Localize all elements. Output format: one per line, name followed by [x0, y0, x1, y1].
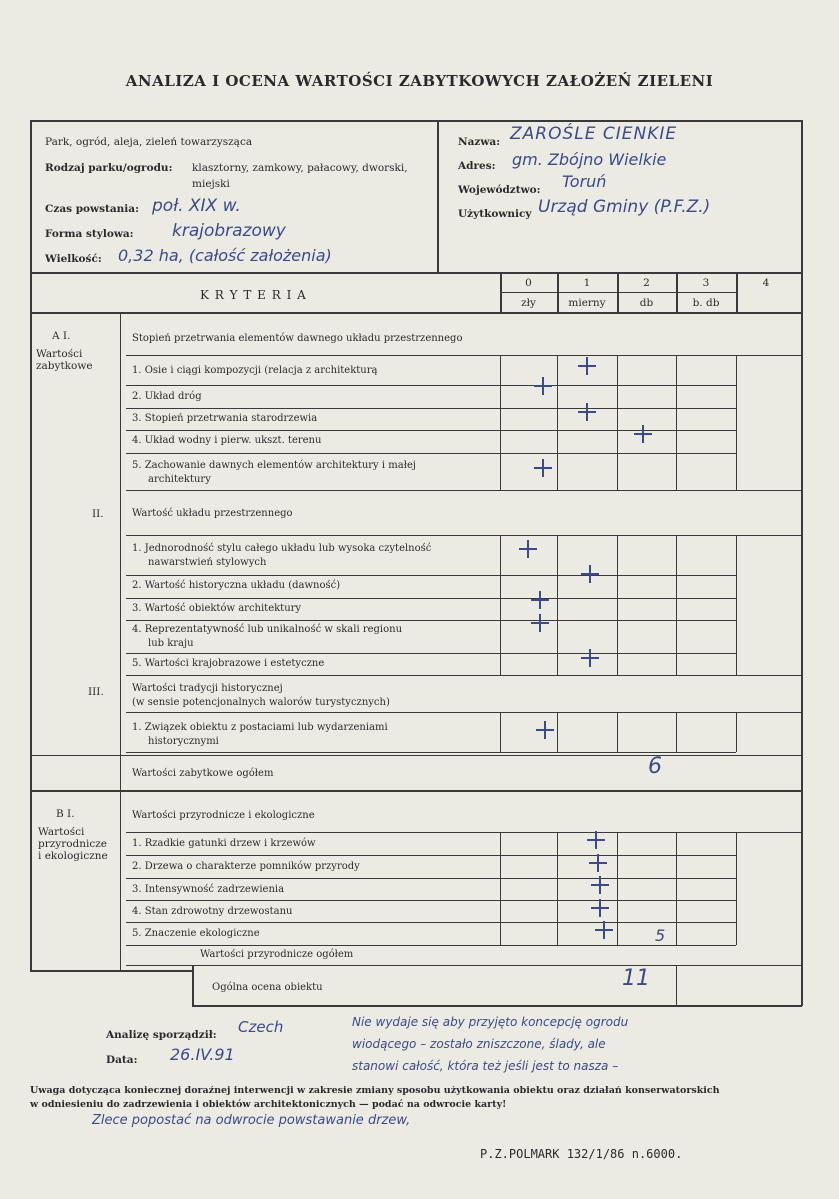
date-label: Data:	[106, 1054, 138, 1066]
forma-label: Forma stylowa:	[45, 228, 134, 240]
a-i-item-2: 2. Układ dróg	[132, 391, 202, 402]
adres-handwriting: gm. Zbójno Wielkie	[512, 150, 667, 169]
mark-a-ii-3	[530, 590, 550, 610]
scale-num-1: 1	[583, 277, 591, 289]
notice-line-2: w odniesieniu do zadrzewienia i obiektów architektonicznych — podać na odwrocie karty!	[30, 1099, 507, 1110]
wielkosc-handwriting: 0,32 ha, (całość założenia)	[118, 246, 332, 265]
park-type-line: Park, ogród, aleja, zieleń towarzysząca	[45, 136, 253, 148]
scale-word-zly: zły	[521, 297, 536, 309]
mark-b-2	[588, 853, 608, 873]
kryteria-heading: K R Y T E R I A	[200, 288, 307, 302]
scale-num-0: 0	[525, 277, 532, 289]
a-i-title: Stopień przetrwania elementów dawnego układu przestrzennego	[132, 333, 463, 344]
adres-label: Adres:	[458, 160, 496, 172]
mark-a-ii-1	[518, 539, 538, 559]
a-total-handwriting: 6	[648, 754, 662, 779]
b-item-2: 2. Drzewa o charakterze pomników przyrody	[132, 861, 360, 872]
mark-a-i-3	[577, 402, 597, 422]
uzyt-label: Użytkownicy	[458, 208, 532, 220]
notice-line-1: Uwaga dotycząca koniecznej doraźnej interwencji w zakresie zmiany sposobu użytkowania obiektu oraz działań konserwatorskich	[30, 1085, 720, 1096]
czas-handwriting: poł. XIX w.	[152, 196, 241, 216]
mark-a-iii-1	[535, 720, 555, 740]
nazwa-label: Nazwa:	[458, 136, 501, 148]
remark-line-1: Nie wydaje się aby przyjęto koncepcję ogrodu	[352, 1015, 629, 1029]
wielkosc-label: Wielkość:	[45, 253, 102, 265]
a-i-item-4: 4. Układ wodny i pierw. ukszt. terenu	[132, 435, 322, 446]
section-a-label: A I.	[52, 330, 71, 342]
mark-b-5	[594, 920, 614, 940]
remark-line-2: wiodącego – zostało zniszczone, ślady, ale	[352, 1037, 606, 1051]
a-ii-item-1b: nawarstwień stylowych	[148, 557, 267, 568]
b-item-4: 4. Stan zdrowotny drzewostanu	[132, 906, 293, 917]
a-ii-item-4: 4. Reprezentatywność lub unikalność w skali regionu	[132, 624, 403, 635]
mark-a-ii-5	[580, 648, 600, 668]
a-i-item-5b: architektury	[148, 474, 211, 485]
analysis-name-handwriting: Czech	[238, 1018, 284, 1036]
scale-word-db: db	[639, 297, 654, 309]
woj-label: Województwo:	[458, 184, 541, 196]
a-total-label: Wartości zabytkowe ogółem	[132, 768, 274, 779]
a-ii-item-1: 1. Jednorodność stylu całego układu lub wysoka czytelność	[132, 543, 432, 554]
a-i-item-1: 1. Osie i ciągi kompozycji (relacja z architekturą	[132, 365, 378, 376]
a-i-item-5: 5. Zachowanie dawnych elementów architektury i małej	[132, 460, 416, 471]
mark-a-ii-4	[530, 613, 550, 633]
a-iii-label: III.	[88, 686, 104, 698]
a-i-item-3: 3. Stopień przetrwania starodrzewia	[132, 413, 318, 424]
rodzaj-value: klasztorny, zamkowy, pałacowy, dworski,	[192, 162, 408, 174]
a-ii-item-2: 2. Wartość historyczna układu (dawność)	[132, 580, 341, 591]
a-iii-item-1: 1. Związek obiektu z postaciami lub wydarzeniami	[132, 722, 388, 733]
forma-handwriting: krajobrazowy	[172, 221, 286, 241]
b-title: Wartości przyrodnicze i ekologiczne	[132, 810, 315, 821]
mark-a-i-1	[533, 376, 553, 396]
b-total-label: Wartości przyrodnicze ogółem	[200, 949, 354, 960]
scale-word-bdb: b. db	[692, 297, 720, 309]
a-ii-item-4b: lub kraju	[148, 638, 194, 649]
mark-b-1	[586, 830, 606, 850]
scale-word-mierny: mierny	[568, 297, 606, 309]
section-b-label: B I.	[56, 808, 75, 820]
section-b-group: Wartości przyrodnicze i ekologiczne	[38, 826, 108, 862]
a-iii-title-2: (w sensie potencjonalnych walorów turystycznych)	[132, 697, 390, 708]
a-ii-item-3: 3. Wartość obiektów architektury	[132, 603, 302, 614]
remark-line-3: stanowi całość, która też jeśli jest to nasza –	[352, 1059, 619, 1073]
mark-a-i-2	[577, 356, 597, 376]
form-title: ANALIZA I OCENA WARTOŚCI ZABYTKOWYCH ZAŁOŻEŃ ZIELENI	[125, 72, 714, 90]
a-iii-title-1: Wartości tradycji historycznej	[132, 683, 283, 694]
mark-a-i-5	[533, 458, 553, 478]
a-ii-title: Wartość układu przestrzennego	[132, 508, 293, 519]
a-ii-item-5: 5. Wartości krajobrazowe i estetyczne	[132, 658, 325, 669]
a-ii-label: II.	[92, 508, 104, 520]
overall-label: Ogólna ocena obiektu	[212, 982, 323, 993]
mark-a-i-4	[633, 424, 653, 444]
rodzaj-value-2: miejski	[192, 178, 230, 190]
nazwa-handwriting: ZAROŚLE CIENKIE	[510, 124, 678, 144]
mark-b-4	[590, 898, 610, 918]
mark-b-3	[590, 875, 610, 895]
notice-handwriting: Zlece popostać na odwrocie powstawanie drzew,	[92, 1113, 411, 1128]
a-iii-item-1b: historycznymi	[148, 736, 219, 747]
date-handwriting: 26.IV.91	[170, 1045, 235, 1064]
section-a-group: Wartości zabytkowe	[36, 348, 93, 372]
czas-label: Czas powstania:	[45, 203, 139, 215]
woj-handwriting: Toruń	[562, 172, 607, 191]
scale-num-3: 3	[702, 277, 710, 289]
b-item-3: 3. Intensywność zadrzewienia	[132, 884, 285, 895]
print-footer: P.Z.POLMARK 132/1/86 n.6000.	[480, 1147, 683, 1161]
scale-num-2: 2	[643, 277, 650, 289]
rodzaj-label: Rodzaj parku/ogrodu:	[45, 162, 173, 174]
scale-num-4: 4	[762, 277, 770, 289]
b-item-1: 1. Rzadkie gatunki drzew i krzewów	[132, 838, 316, 849]
uzyt-handwriting: Urząd Gminy (P.F.Z.)	[538, 197, 711, 217]
mark-a-ii-2	[580, 564, 600, 584]
b-item-5: 5. Znaczenie ekologiczne	[132, 928, 260, 939]
b-total-handwriting: 5	[655, 926, 666, 945]
analysis-label: Analizę sporządził:	[106, 1029, 217, 1041]
overall-handwriting: 11	[622, 966, 650, 991]
